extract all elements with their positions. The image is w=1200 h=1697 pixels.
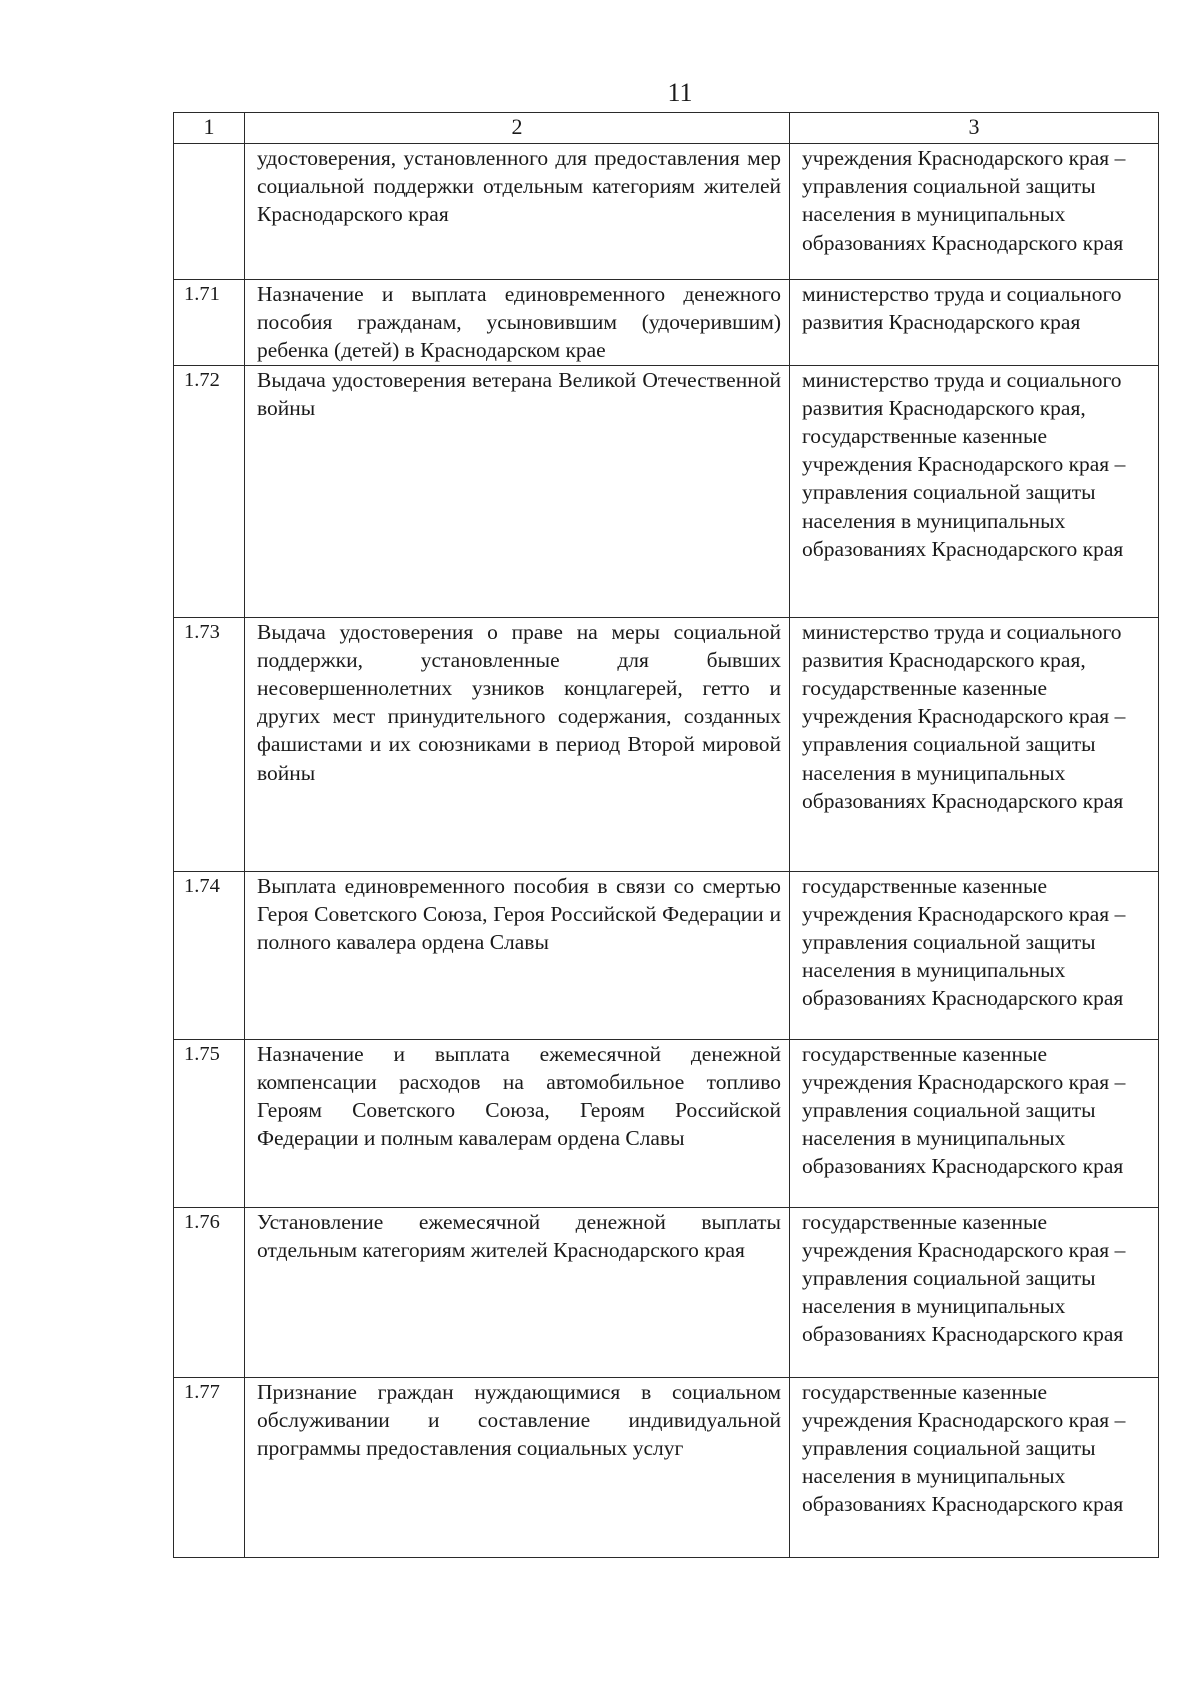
responsible-body: министерство труда и социального развития Краснодарского края, государственные казенные учреждения Краснодарского края – управления социальной защиты населения в муниципальных образованиях Краснодарского края <box>790 365 1159 617</box>
row-number: 1.76 <box>174 1207 245 1377</box>
responsible-body: министерство труда и социального развития Краснодарского края, государственные казенные учреждения Краснодарского края – управления социальной защиты населения в муниципальных образованиях Краснодарского края <box>790 617 1159 871</box>
page-number: 11 <box>667 78 693 107</box>
service-description: Признание граждан нуждающимися в социальном обслуживании и составление индивидуальной программы предоставления социальных услуг <box>245 1377 790 1557</box>
row-number: 1.74 <box>174 871 245 1039</box>
service-description: Назначение и выплата единовременного денежного пособия гражданам, усыновившим (удочерившим) ребенка (детей) в Краснодарском крае <box>245 280 790 366</box>
responsible-body: министерство труда и социального развития Краснодарского края <box>790 280 1159 366</box>
table-row <box>174 617 1159 871</box>
table-row <box>174 1207 1159 1377</box>
column-header-2: 2 <box>245 113 790 144</box>
table-header-row <box>174 113 1159 144</box>
services-table <box>173 112 1159 1558</box>
table-row <box>174 1377 1159 1557</box>
responsible-body: учреждения Краснодарского края – управления социальной защиты населения в муниципальных образованиях Краснодарского края <box>790 144 1159 280</box>
column-header-1: 1 <box>174 113 245 144</box>
table-row <box>174 365 1159 617</box>
responsible-body: государственные казенные учреждения Краснодарского края – управления социальной защиты населения в муниципальных образованиях Краснодарского края <box>790 1207 1159 1377</box>
row-number: 1.73 <box>174 617 245 871</box>
service-description: Назначение и выплата ежемесячной денежной компенсации расходов на автомобильное топливо Героям Советского Союза, Героям Российской Федерации и полным кавалерам ордена Славы <box>245 1039 790 1207</box>
row-number <box>174 144 245 280</box>
table-row <box>174 144 1159 280</box>
row-number: 1.72 <box>174 365 245 617</box>
responsible-body: государственные казенные учреждения Краснодарского края – управления социальной защиты населения в муниципальных образованиях Краснодарского края <box>790 1039 1159 1207</box>
row-number: 1.71 <box>174 280 245 366</box>
service-description: удостоверения, установленного для предоставления мер социальной поддержки отдельным категориям жителей Краснодарского края <box>245 144 790 280</box>
responsible-body: государственные казенные учреждения Краснодарского края – управления социальной защиты населения в муниципальных образованиях Краснодарского края <box>790 1377 1159 1557</box>
service-description: Выдача удостоверения ветерана Великой Отечественной войны <box>245 365 790 617</box>
table-row <box>174 871 1159 1039</box>
service-description: Выдача удостоверения о праве на меры социальной поддержки, установленные для бывших несовершеннолетних узников концлагерей, гетто и других мест принудительного содержания, созданных фашистами и их союзниками в период Второй мировой войны <box>245 617 790 871</box>
table-row <box>174 280 1159 366</box>
table-row <box>174 1039 1159 1207</box>
row-number: 1.75 <box>174 1039 245 1207</box>
service-description: Выплата единовременного пособия в связи со смертью Героя Советского Союза, Героя Российской Федерации и полного кавалера ордена Славы <box>245 871 790 1039</box>
responsible-body: государственные казенные учреждения Краснодарского края – управления социальной защиты населения в муниципальных образованиях Краснодарского края <box>790 871 1159 1039</box>
row-number: 1.77 <box>174 1377 245 1557</box>
column-header-3: 3 <box>790 113 1159 144</box>
service-description: Установление ежемесячной денежной выплаты отдельным категориям жителей Краснодарского края <box>245 1207 790 1377</box>
